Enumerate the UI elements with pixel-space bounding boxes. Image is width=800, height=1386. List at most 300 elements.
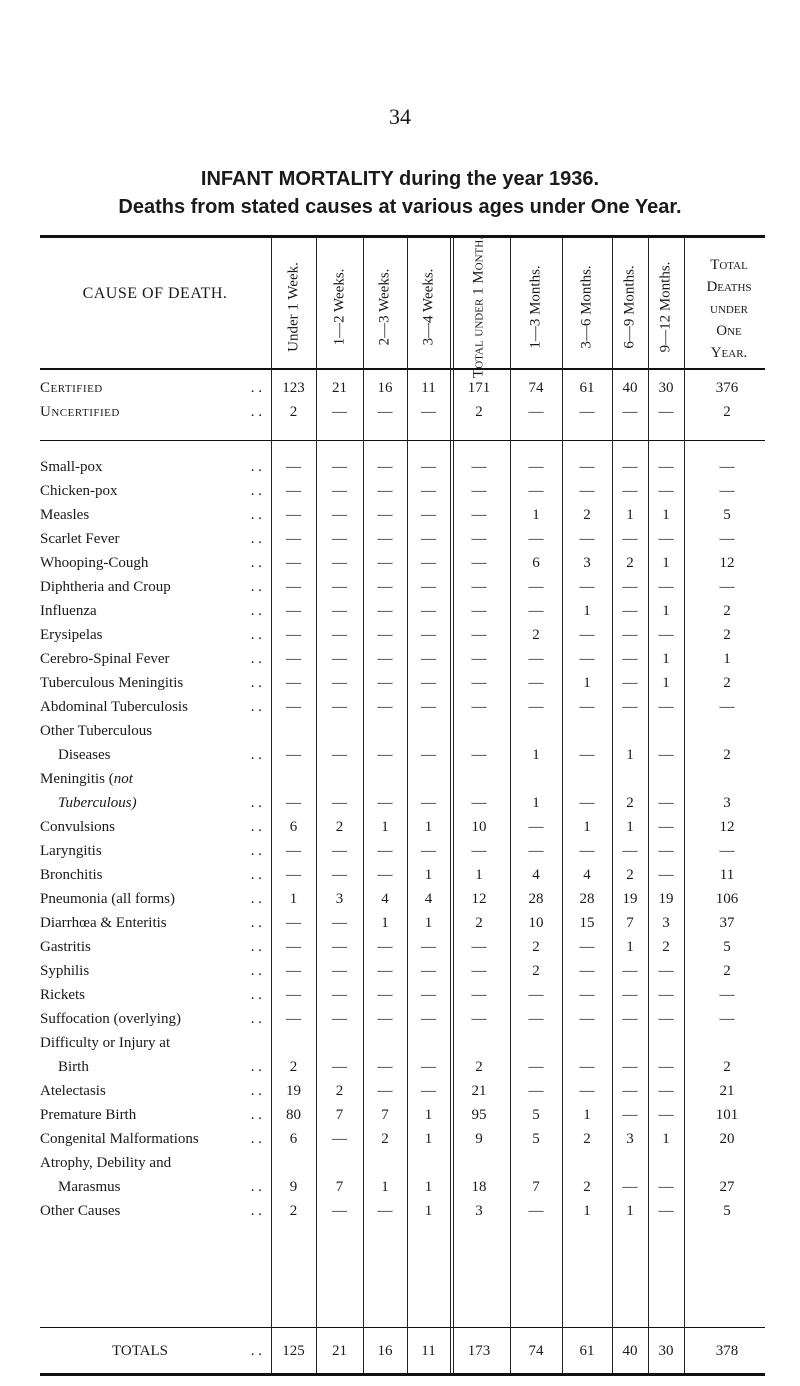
table-cell: — xyxy=(658,459,674,475)
cause-text: Birth xyxy=(58,1059,89,1075)
table-cell: — xyxy=(719,843,735,859)
leader-dots: . . xyxy=(250,531,262,547)
table-cell: 2 xyxy=(532,627,540,643)
table-cell: — xyxy=(332,627,347,643)
table-cell: — xyxy=(286,651,301,667)
table-cell: — xyxy=(286,531,301,547)
table-cell: 1 xyxy=(626,747,634,763)
table-cell: 101 xyxy=(715,1107,739,1123)
table-cell: 1 xyxy=(532,507,540,523)
table-cell: — xyxy=(471,531,487,547)
cause-text: Premature Birth xyxy=(40,1107,137,1123)
table-cell: 12 xyxy=(719,555,735,571)
cause-label xyxy=(40,1175,268,1199)
table-cell: — xyxy=(528,1059,544,1075)
cause-text: Tuberculous Meningitis xyxy=(40,675,184,691)
age-column-header-text: 9—12 Months. xyxy=(657,261,674,353)
table-cell: — xyxy=(471,963,487,979)
table-cell: 2 xyxy=(662,939,670,955)
table-cell: — xyxy=(579,987,595,1003)
table-cell: 2 xyxy=(583,1179,591,1195)
leader-dots: . . xyxy=(250,699,262,715)
table-cell: 1 xyxy=(424,819,433,835)
leader-dots: . . xyxy=(250,651,262,667)
cause-label xyxy=(40,1079,268,1103)
table-cell: — xyxy=(719,579,735,595)
table-cell: — xyxy=(719,1011,735,1027)
table-cell: — xyxy=(658,843,674,859)
cause-label xyxy=(40,647,268,671)
table-cell: 1 xyxy=(662,1131,670,1147)
table-cell: — xyxy=(658,1011,674,1027)
table-cell: 15 xyxy=(579,915,595,931)
table-cell: — xyxy=(332,507,347,523)
table-cell: 28 xyxy=(528,891,544,907)
table-cell: 9 xyxy=(289,1179,298,1195)
cause-label xyxy=(40,1055,268,1079)
table-cell: — xyxy=(332,579,347,595)
table-cell: — xyxy=(471,939,487,955)
table-cell: — xyxy=(377,459,393,475)
table-cell: — xyxy=(658,1203,674,1219)
cause-text: Bronchitis xyxy=(40,867,103,883)
table-row xyxy=(40,695,770,719)
table-cell: — xyxy=(377,1203,393,1219)
leader-dots: . . xyxy=(250,891,262,907)
table-cell: 4 xyxy=(424,891,433,907)
table-cell: — xyxy=(622,404,638,420)
cause-label xyxy=(40,455,268,479)
table-cell: — xyxy=(377,1059,393,1075)
cause-label xyxy=(40,743,268,767)
table-cell: — xyxy=(471,579,487,595)
table-cell: 19 xyxy=(622,891,638,907)
table-cell: — xyxy=(471,507,487,523)
table-cell: 18 xyxy=(471,1179,487,1195)
cause-label xyxy=(40,935,268,959)
page-number: 34 xyxy=(389,104,411,129)
age-column-header xyxy=(450,236,508,378)
table-cell: 3 xyxy=(662,915,670,931)
leader-dots: . . xyxy=(250,507,262,523)
table-cell: — xyxy=(332,651,347,667)
table-cell: 37 xyxy=(719,915,735,931)
table-cell: 74 xyxy=(528,1343,544,1359)
table-cell: — xyxy=(377,747,393,763)
table-cell: — xyxy=(471,987,487,1003)
table-cell: — xyxy=(471,675,487,691)
cause-text: Diseases xyxy=(58,747,111,763)
table-row xyxy=(40,815,770,839)
table-cell: — xyxy=(377,1083,393,1099)
table-cell: — xyxy=(421,939,436,955)
table-cell: — xyxy=(332,915,347,931)
table-cell: 1 xyxy=(381,819,389,835)
table-row xyxy=(40,551,770,575)
table-cell: 3 xyxy=(335,891,344,907)
table-cell: 2 xyxy=(723,963,731,979)
table-cell: — xyxy=(622,1107,638,1123)
table-cell: 2 xyxy=(626,795,634,811)
table-cell: 1 xyxy=(583,1203,591,1219)
total-header-line: Year. xyxy=(710,345,748,361)
table-cell: — xyxy=(658,699,674,715)
table-cell: — xyxy=(332,675,347,691)
table-cell: — xyxy=(377,507,393,523)
cause-label xyxy=(40,839,268,863)
cause-text: Measles xyxy=(40,507,90,523)
table-cell: — xyxy=(332,555,347,571)
table-row xyxy=(40,1103,770,1127)
leader-dots: . . xyxy=(250,380,262,396)
table-cell: — xyxy=(286,675,301,691)
cause-text: Laryngitis xyxy=(40,843,102,859)
table-row xyxy=(40,1199,770,1223)
table-cell: — xyxy=(658,404,674,420)
table-cell: 4 xyxy=(532,867,540,883)
table-cell: — xyxy=(658,531,674,547)
table-cell: 5 xyxy=(532,1131,540,1147)
table-cell: — xyxy=(579,699,595,715)
table-cell: 1 xyxy=(424,1179,433,1195)
total-header-line: Deaths xyxy=(706,279,752,295)
cause-label xyxy=(40,671,268,695)
total-header-line: under xyxy=(710,301,748,317)
age-column-header xyxy=(407,248,450,366)
table-cell: 19 xyxy=(286,1083,301,1099)
age-column-header-text: 1—3 Months. xyxy=(527,265,544,349)
table-cell: 1 xyxy=(626,507,634,523)
table-cell: — xyxy=(471,483,487,499)
table-cell: — xyxy=(471,459,487,475)
cause-text: Congenital Malformations xyxy=(40,1131,199,1147)
table-cell: — xyxy=(579,627,595,643)
table-cell: 1 xyxy=(424,1203,433,1219)
table-cell: — xyxy=(471,843,487,859)
table-cell: — xyxy=(286,795,301,811)
table-cell: — xyxy=(579,843,595,859)
table-cell: 3 xyxy=(626,1131,634,1147)
cause-label xyxy=(40,1103,268,1127)
leader-dots: . . xyxy=(250,915,262,931)
table-cell: 3 xyxy=(475,1203,483,1219)
table-cell: 376 xyxy=(715,380,739,396)
table-cell: — xyxy=(471,651,487,667)
age-column-header xyxy=(562,248,612,366)
cause-label xyxy=(40,1339,268,1363)
table-cell: — xyxy=(286,555,301,571)
table-cell: — xyxy=(377,531,393,547)
table-cell: — xyxy=(528,675,544,691)
table-cell: 2 xyxy=(626,555,634,571)
table-cell: — xyxy=(421,843,436,859)
table-cell: — xyxy=(528,459,544,475)
age-column-header-text: Total under 1 Month. xyxy=(470,236,487,378)
table-cell: 2 xyxy=(475,404,483,420)
table-cell: 40 xyxy=(622,1343,638,1359)
table-cell: — xyxy=(421,627,436,643)
leader-dots: . . xyxy=(250,555,262,571)
table-cell: — xyxy=(286,459,301,475)
table-cell: 10 xyxy=(528,915,544,931)
table-cell: — xyxy=(579,963,595,979)
table-cell: — xyxy=(377,699,393,715)
table-cell: — xyxy=(377,555,393,571)
table-cell: 6 xyxy=(289,819,298,835)
table-rule xyxy=(40,1327,765,1328)
cause-label xyxy=(40,1127,268,1151)
leader-dots: . . xyxy=(250,795,262,811)
table-cell: — xyxy=(622,1011,638,1027)
table-cell: — xyxy=(579,459,595,475)
table-cell: 21 xyxy=(719,1083,735,1099)
leader-dots: . . xyxy=(250,939,262,955)
table-cell: — xyxy=(471,699,487,715)
table-cell: — xyxy=(622,531,638,547)
table-cell: — xyxy=(286,507,301,523)
table-cell: 30 xyxy=(658,1343,674,1359)
table-cell: 21 xyxy=(471,1083,487,1099)
table-cell: — xyxy=(421,483,436,499)
table-cell: 1 xyxy=(381,1179,389,1195)
table-rule xyxy=(40,440,765,441)
table-cell: 61 xyxy=(579,1343,595,1359)
cause-label xyxy=(40,623,268,647)
table-cell: 2 xyxy=(335,819,344,835)
leader-dots: . . xyxy=(250,867,262,883)
table-cell: — xyxy=(377,1011,393,1027)
cause-text: Tuberculous) xyxy=(58,795,137,811)
table-cell: — xyxy=(286,1011,301,1027)
table-cell: — xyxy=(622,1083,638,1099)
table-cell: 5 xyxy=(723,1203,731,1219)
table-cell: — xyxy=(421,747,436,763)
table-row xyxy=(40,575,770,599)
table-cell: 1 xyxy=(532,795,540,811)
table-cell: 1 xyxy=(424,867,433,883)
table-cell: — xyxy=(421,795,436,811)
cause-text: Whooping-Cough xyxy=(40,555,149,571)
table-cell: — xyxy=(579,939,595,955)
total-header-line: One xyxy=(716,323,742,339)
table-cell: 2 xyxy=(532,939,540,955)
table-cell: — xyxy=(421,699,436,715)
table-cell: 61 xyxy=(579,380,595,396)
table-row xyxy=(40,503,770,527)
table-cell: — xyxy=(719,531,735,547)
table-cell: — xyxy=(286,915,301,931)
table-cell: — xyxy=(622,579,638,595)
certified-row xyxy=(40,376,770,400)
table-cell: 1 xyxy=(424,915,433,931)
table-cell: — xyxy=(421,963,436,979)
cause-text: Convulsions xyxy=(40,819,116,835)
cause-label xyxy=(40,1007,268,1031)
table-cell: — xyxy=(332,795,347,811)
uncertified-row xyxy=(40,400,770,424)
table-cell: 19 xyxy=(658,891,674,907)
table-cell: 30 xyxy=(658,380,674,396)
leader-dots: . . xyxy=(250,603,262,619)
table-cell: 10 xyxy=(471,819,487,835)
cause-text: Uncertified xyxy=(40,404,120,420)
leader-dots: . . xyxy=(250,1083,262,1099)
table-row xyxy=(40,623,770,647)
table-cell: 7 xyxy=(335,1107,344,1123)
table-cell: 20 xyxy=(719,1131,735,1147)
cause-text: Atelectasis xyxy=(40,1083,106,1099)
table-row xyxy=(40,863,770,887)
leader-dots: . . xyxy=(250,819,262,835)
table-cell: 2 xyxy=(723,627,731,643)
table-cell: — xyxy=(332,699,347,715)
page-title: INFANT MORTALITY during the year 1936. xyxy=(200,168,600,190)
table-cell: — xyxy=(332,603,347,619)
table-cell: — xyxy=(528,579,544,595)
cause-label xyxy=(40,551,268,575)
table-cell: 2 xyxy=(723,747,731,763)
table-cell: — xyxy=(332,867,347,883)
age-column-header-text: 1—2 Weeks. xyxy=(331,268,347,346)
table-cell: 125 xyxy=(282,1343,305,1359)
leader-dots: . . xyxy=(250,747,262,763)
leader-dots: . . xyxy=(250,843,262,859)
cause-text: Influenza xyxy=(40,603,97,619)
cause-text: Pneumonia (all forms) xyxy=(40,891,175,907)
table-cell: — xyxy=(528,651,544,667)
table-cell: — xyxy=(332,1011,347,1027)
table-cell: 11 xyxy=(719,867,735,883)
age-column-header xyxy=(316,248,363,366)
table-cell: 2 xyxy=(723,404,731,420)
table-cell: 106 xyxy=(715,891,739,907)
table-cell: — xyxy=(658,987,674,1003)
table-cell: 11 xyxy=(421,1343,436,1359)
table-cell: — xyxy=(421,555,436,571)
table-cell: — xyxy=(471,747,487,763)
table-cell: 2 xyxy=(626,867,634,883)
table-cell: 2 xyxy=(723,675,731,691)
total-column-header xyxy=(684,254,774,364)
table-row xyxy=(40,743,770,767)
table-cell: — xyxy=(719,699,735,715)
table-cell: — xyxy=(528,1203,544,1219)
table-row xyxy=(40,479,770,503)
table-cell: — xyxy=(528,819,544,835)
table-cell: — xyxy=(377,987,393,1003)
table-cell: 40 xyxy=(622,380,638,396)
table-cell: — xyxy=(286,627,301,643)
table-cell: — xyxy=(421,404,436,420)
table-cell: — xyxy=(622,1059,638,1075)
table-cell: — xyxy=(377,651,393,667)
table-cell: 1 xyxy=(424,1107,433,1123)
table-cell: 378 xyxy=(715,1343,739,1359)
cause-text: Erysipelas xyxy=(40,627,103,643)
table-cell: 16 xyxy=(377,380,393,396)
table-cell: — xyxy=(377,795,393,811)
table-row xyxy=(40,791,770,815)
table-cell: 1 xyxy=(583,603,591,619)
table-cell: — xyxy=(377,867,393,883)
leader-dots: . . xyxy=(250,1107,262,1123)
cause-text: Abdominal Tuberculosis xyxy=(40,699,188,715)
table-cell: — xyxy=(332,747,347,763)
table-cell: — xyxy=(579,531,595,547)
table-cell: — xyxy=(658,579,674,595)
table-cell: — xyxy=(719,987,735,1003)
table-cell: — xyxy=(332,963,347,979)
age-column-header xyxy=(510,248,562,366)
cause-text: TOTALS xyxy=(111,1343,169,1359)
table-cell: — xyxy=(528,699,544,715)
cause-text: Scarlet Fever xyxy=(40,531,120,547)
table-row xyxy=(40,1007,770,1031)
table-cell: — xyxy=(528,531,544,547)
age-column-header xyxy=(648,248,684,366)
leader-dots: . . xyxy=(250,459,262,475)
table-cell: — xyxy=(421,1011,436,1027)
table-cell: — xyxy=(332,404,347,420)
table-cell: 95 xyxy=(471,1107,487,1123)
table-row xyxy=(40,1127,770,1151)
table-cell: — xyxy=(622,603,638,619)
table-cell: — xyxy=(421,603,436,619)
table-cell: — xyxy=(421,579,436,595)
cause-label xyxy=(40,887,268,911)
table-cell: — xyxy=(286,483,301,499)
table-cell: — xyxy=(579,1083,595,1099)
table-rule xyxy=(40,368,765,370)
table-cell: 27 xyxy=(719,1179,735,1195)
table-row xyxy=(40,671,770,695)
table-row xyxy=(40,455,770,479)
table-cell: — xyxy=(622,843,638,859)
table-cell: — xyxy=(579,1011,595,1027)
table-cell: 2 xyxy=(583,507,591,523)
table-row xyxy=(40,527,770,551)
age-column-header-text: Under 1 Week. xyxy=(285,262,301,352)
table-cell: — xyxy=(332,987,347,1003)
table-cell: 1 xyxy=(662,555,670,571)
table-cell: — xyxy=(332,1131,347,1147)
table-cell: — xyxy=(658,1107,674,1123)
table-cell: — xyxy=(622,1179,638,1195)
age-column-header xyxy=(271,248,316,366)
table-cell: — xyxy=(579,483,595,499)
table-cell: 1 xyxy=(475,867,483,883)
table-cell: — xyxy=(332,843,347,859)
table-cell: 74 xyxy=(528,380,544,396)
cause-label-line: Other Tuberculous xyxy=(40,723,153,739)
table-cell: 123 xyxy=(282,380,305,396)
table-cell: 12 xyxy=(719,819,735,835)
cause-text: Small-pox xyxy=(40,459,103,475)
table-row xyxy=(40,887,770,911)
table-cell: 171 xyxy=(467,380,491,396)
cause-label xyxy=(40,815,268,839)
table-cell: 2 xyxy=(289,404,298,420)
cause-text: Rickets xyxy=(40,987,85,1003)
table-cell: — xyxy=(658,483,674,499)
cause-text: Gastritis xyxy=(40,939,91,955)
cause-label xyxy=(40,959,268,983)
table-row xyxy=(40,839,770,863)
table-cell: — xyxy=(332,483,347,499)
cause-label xyxy=(40,599,268,623)
table-cell: — xyxy=(377,675,393,691)
table-cell: 1 xyxy=(626,1203,634,1219)
